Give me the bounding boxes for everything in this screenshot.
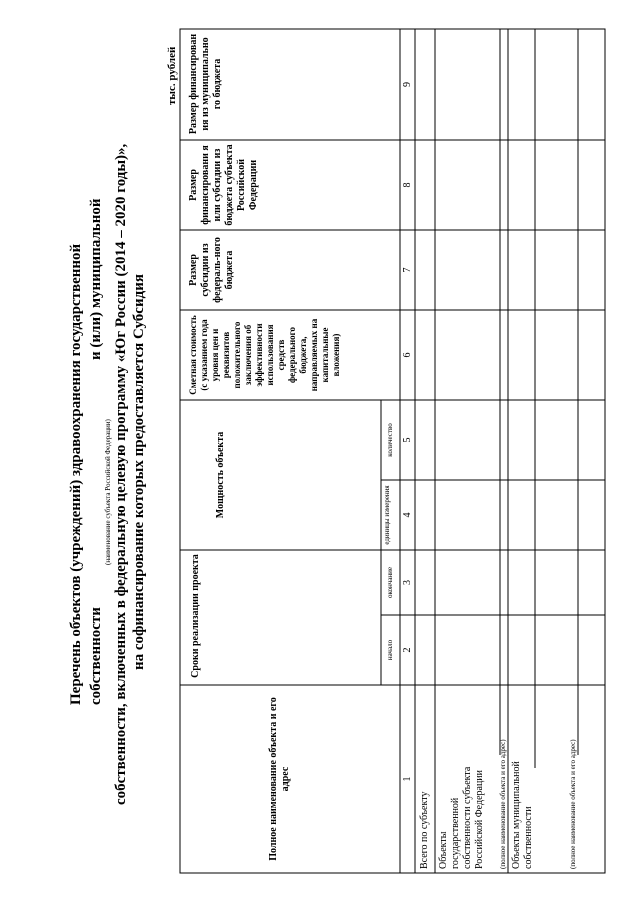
header-municipal-financing: Размер финансирован ия из муниципально го бюджета [188,33,223,135]
column-number: 3 [402,580,413,585]
column-number: 4 [402,512,413,518]
header-capacity: Мощность объекта [215,431,226,519]
column-number: 7 [402,267,413,273]
title-line-4: на софинансирование которых предоставляется Субсидия [131,274,147,670]
header-capacity-quantity: количество [386,423,394,457]
header-capacity-units: единицы измерения [383,485,391,545]
title-line-2-right: и (или) муниципальной [88,198,104,360]
title-line-1: Перечень объектов (учреждений) здравоохранения государственной [68,243,84,705]
column-number: 5 [402,437,413,443]
column-number: 1 [402,776,413,782]
column-number: 2 [402,647,413,653]
units-label: тыс. рублей [166,46,178,105]
header-regional-financing: Размер финансировани я или субсидии из бюджета субъекта Российской Федерации [188,144,259,226]
row-state-object-caption: (полное наименование объекта и его адрес) [499,739,507,869]
header-period-end: окончание [386,566,394,599]
header-estimated-cost: Сметная стоимость (с указанием года уровня цен и реквизитов положительного заключения об эффективности использования средств федерального бюджета, направляемых на капитальные вложения) [188,315,341,395]
title-line-2-left: собственности [88,607,104,705]
header-object-name: Полное наименование объекта и его адрес [268,697,291,861]
header-federal-subsidy: Размер субсидии из федераль-ного бюджета [188,237,235,303]
column-number: 8 [402,182,413,188]
row-municipal-objects: Объекты муниципальной собственности [511,761,534,869]
subject-name-caption: (наименование субъекта Российской Федерации) [104,419,112,565]
title-line-3: собственности, включенных в федеральную целевую программу «Юг России (2014 – 2020 годы)», [113,143,129,805]
column-number: 6 [402,352,413,358]
row-municipal-object-caption: (полное наименование объекта и его адрес) [569,739,577,869]
header-period-start: начало [386,639,394,661]
row-state-objects: Объекты государственной собственности субъекта Российской Федерации [438,766,485,869]
header-implementation-period: Сроки реализации проекта [190,554,201,678]
column-number: 9 [402,82,413,87]
row-total-by-subject: Всего по субъекту [419,791,430,869]
